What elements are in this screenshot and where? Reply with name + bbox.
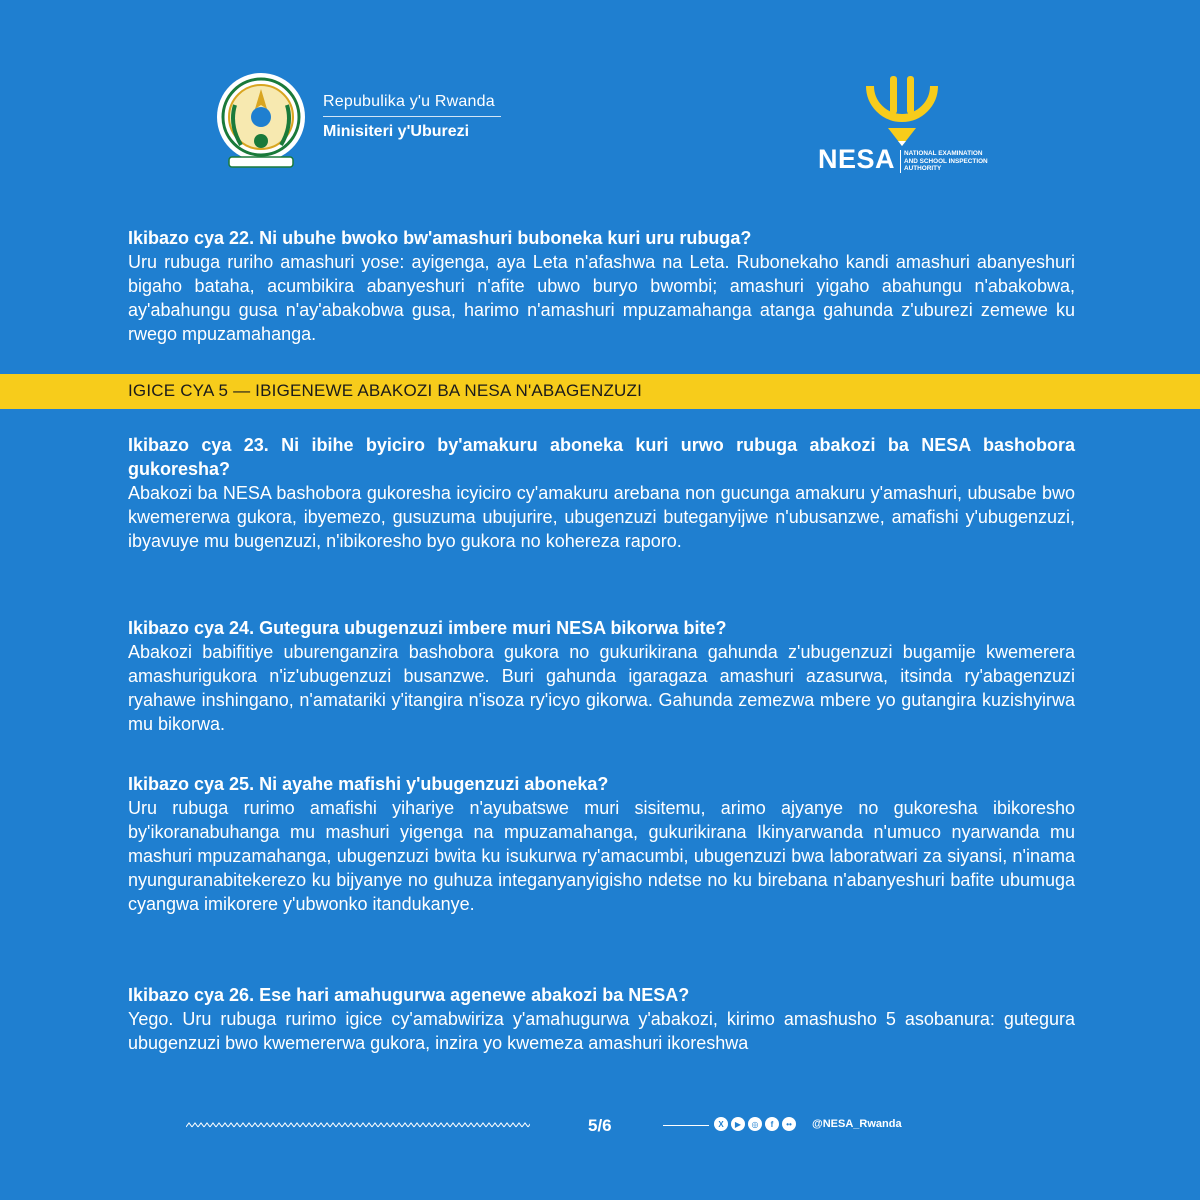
- nesa-subtitle-line: AND SCHOOL INSPECTION: [904, 157, 988, 165]
- ministry-line1: Repubulika y'u Rwanda: [323, 93, 495, 110]
- instagram-icon[interactable]: ◎: [748, 1117, 762, 1131]
- faq-question: Ikibazo cya 25. Ni ayahe mafishi y'ubugenzuzi aboneka?: [128, 774, 609, 794]
- faq-answer: Yego. Uru rubuga rurimo igice cy'amabwiriza y'amahugurwa y'abakozi, kirimo amashusho 5 asobanura: gutegura ubugenzuzi bwo kwemererwa gukora, inzira yo kwemeza amashuri ikoreshwa: [128, 1009, 1075, 1053]
- faq-answer: Uru rubuga rurimo amafishi yihariye n'ayubatswe muri sisitemu, arimo ajyanye no gukoresha ibikoresho by'ikoranabuhanga mu mashuri yigenga na mpuzamahanga, gukurikirana Ikinyarwanda n'umuco nyarwanda mu mashuri mpuzamahanga, ubugenzuzi bwita ku isukurwa ry'amacumbi, ubugenzuzi bwa laboratwari za siyansi, n'inama nyunguranabitekerezo ku bijyanye no guhuza integanyanyigisho ndetse no ku birebana n'abanyeshuri bafite ubumuga cyangwa imikorere y'ubwonko itandukanye.: [128, 798, 1075, 914]
- x-icon[interactable]: X: [714, 1117, 728, 1131]
- faq-question: Ikibazo cya 22. Ni ubuhe bwoko bw'amashuri buboneka kuri uru rubuga?: [128, 228, 752, 248]
- nesa-wordmark: NESA: [818, 144, 896, 174]
- faq-block-24: [128, 616, 1075, 736]
- social-handle[interactable]: @NESA_Rwanda: [812, 1118, 902, 1130]
- footer-decoration-pattern: [186, 1122, 530, 1128]
- nesa-subtitle: [900, 150, 988, 173]
- faq-block-26: [128, 983, 1075, 1055]
- faq-block-23: [128, 433, 1075, 553]
- page-number: 5/6: [588, 1116, 612, 1135]
- nesa-subtitle-line: NATIONAL EXAMINATION: [904, 150, 983, 157]
- faq-question: Ikibazo cya 23. Ni ibihe byiciro by'amakuru aboneka kuri urwo rubuga abakozi ba NESA bashobora gukoresha?: [128, 435, 1075, 479]
- faq-question: Ikibazo cya 26. Ese hari amahugurwa agenewe abakozi ba NESA?: [128, 985, 690, 1005]
- faq-question: Ikibazo cya 24. Gutegura ubugenzuzi imbere muri NESA bikorwa bite?: [128, 618, 727, 638]
- page-footer: [0, 1110, 1200, 1150]
- page-header: [0, 0, 1200, 210]
- faq-answer: Abakozi babifitiye uburenganzira bashobora gukora no gukurikirana gahunda z'ubugenzuzi bugamije kwemerera amashurigukora n'iz'ubugenzuzi busanzwe. Buri gahunda igaragaza amashuri azasurwa, itsinda ry'abagenzuzi ryahawe inshingano, n'amatariki y'itangira n'isoza ry'icyo gikorwa. Gahunda zemezwa mbere yo gutangira kuzishyirwa mu bikorwa.: [128, 642, 1075, 734]
- faq-block-25: [128, 772, 1075, 916]
- rwanda-coat-of-arms-icon: [215, 65, 307, 175]
- footer-divider: [663, 1125, 709, 1126]
- faq-answer: Abakozi ba NESA bashobora gukoresha icyiciro cy'amakuru arebana non gucunga amakuru y'amashuri, ubusabe bwo kwemererwa gukora, ibyemezo, gusuzuma ubujurire, ubugenzuzi buteganyijwe n'ubusanzwe, amafishi y'ubugenzuzi, ibyavuye mu bugenzuzi, n'ibikoresho byo gukora no kohereza raporo.: [128, 483, 1075, 551]
- social-icons: [714, 1117, 796, 1131]
- section-band: [0, 374, 1200, 409]
- ministry-divider: [323, 116, 501, 117]
- ministry-name: [323, 92, 501, 142]
- facebook-icon[interactable]: f: [765, 1117, 779, 1131]
- flickr-icon[interactable]: ••: [782, 1117, 796, 1131]
- youtube-icon[interactable]: ▶: [731, 1117, 745, 1131]
- faq-answer: Uru rubuga ruriho amashuri yose: ayigenga, aya Leta n'afashwa na Leta. Rubonekaho kandi amashuri abanyeshuri bigaho bataha, acumbikira abanyeshuri n'afite ubwo buryo bwombi; amashuri yigaho abahungu n'abakobwa, ay'abahungu gusa n'ay'abakobwa gusa, harimo n'amashuri mpuzamahanga atanga gahunda z'uburezi zemewe ku rwego mpuzamahanga.: [128, 252, 1075, 344]
- ministry-line2: Minisiteri y'Uburezi: [323, 123, 470, 140]
- nesa-subtitle-line: AUTHORITY: [904, 165, 942, 172]
- section-title: IGICE CYA 5 — IBIGENEWE ABAKOZI BA NESA N'ABAGENZUZI: [128, 381, 643, 400]
- faq-block-22: [128, 226, 1075, 346]
